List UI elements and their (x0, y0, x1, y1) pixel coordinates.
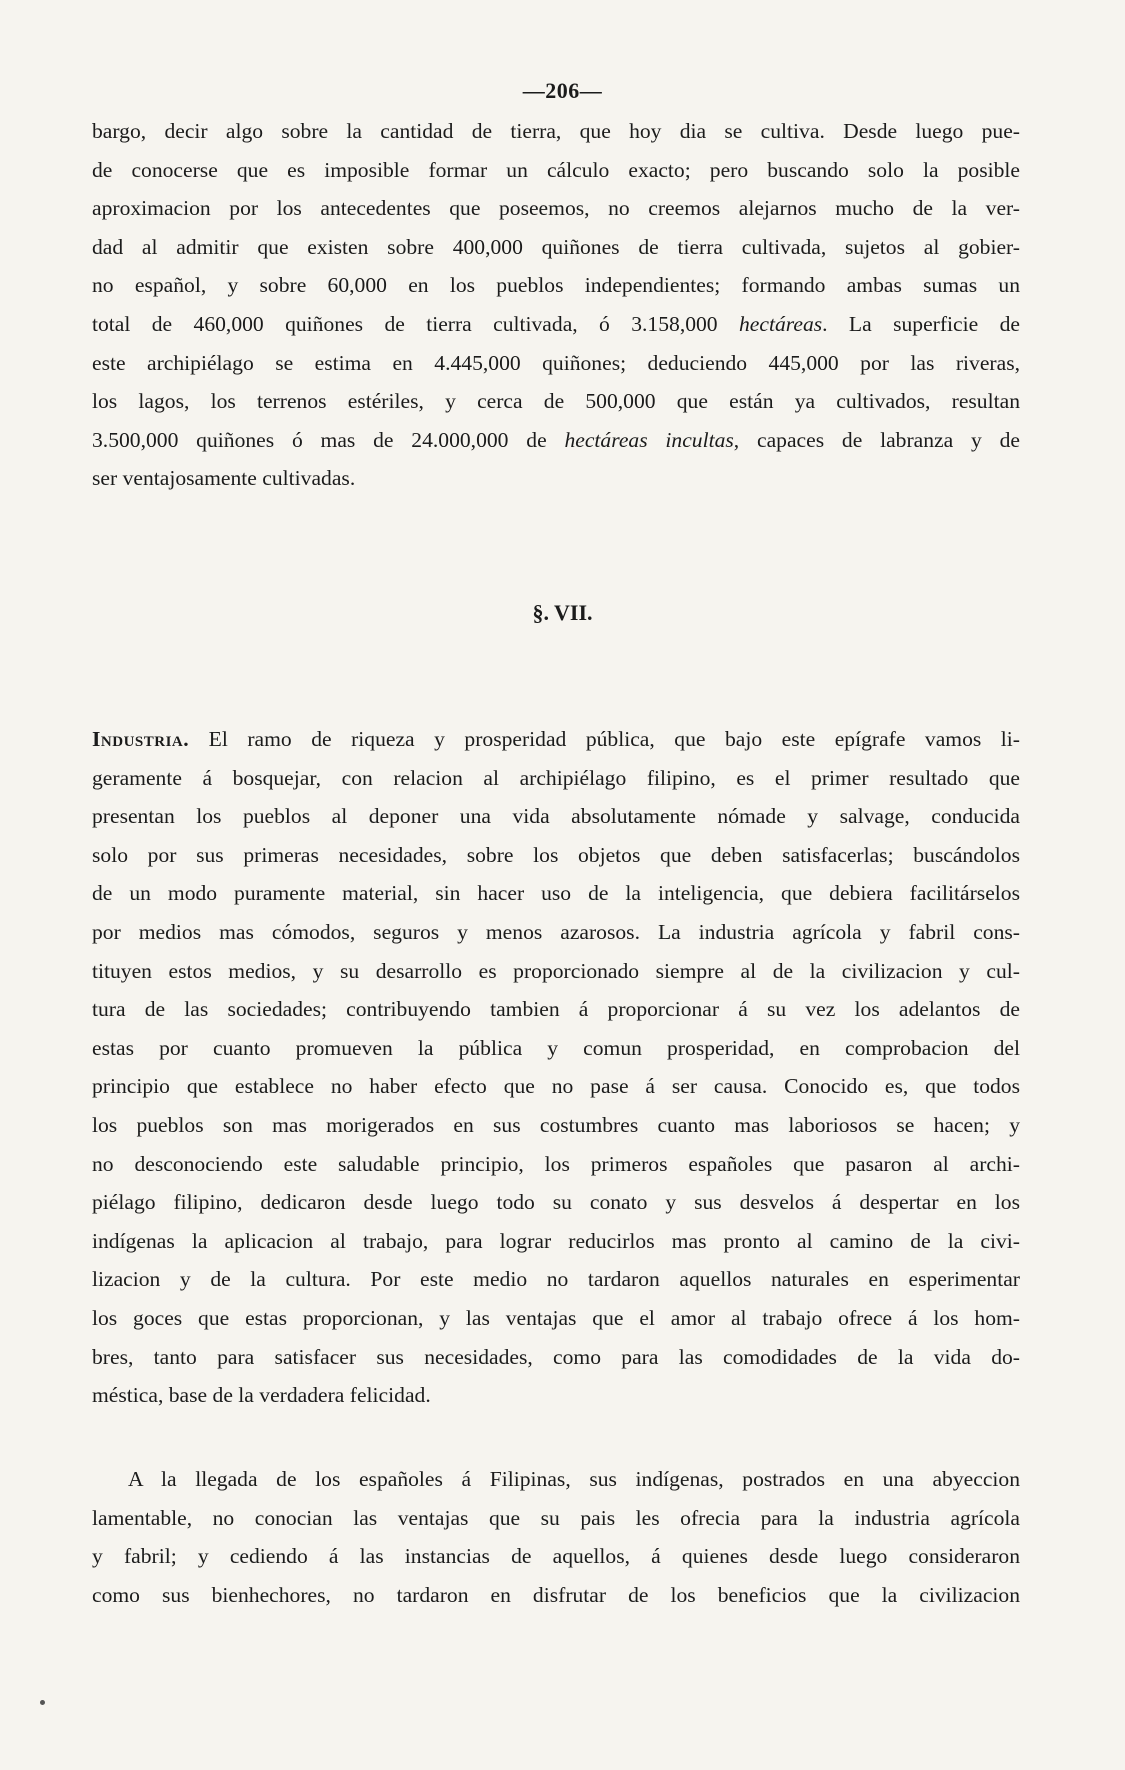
text-line: A la llegada de los españoles á Filipinas, sus indígenas, postrados en una abyeccion (128, 1467, 1020, 1491)
italic-term: hectáreas incultas (564, 427, 734, 452)
section-heading: §. VII. (532, 600, 593, 625)
text-line: y fabril; y cediendo á las instancias de aquellos, á quienes desde luego consideraron (92, 1544, 1020, 1569)
text-line: no español, y sobre 60,000 en los pueblos independientes; formando ambas sumas un (92, 273, 1020, 298)
text-line: geramente á bosquejar, con relacion al archipiélago filipino, es el primer resultado que (92, 765, 1020, 790)
text-line (92, 720, 1020, 759)
text-line: por medios mas cómodos, seguros y menos azarosos. La industria agrícola y fabril cons- (92, 919, 1020, 944)
text-line: como sus bienhechores, no tardaron en disfrutar de los beneficios que la civilizacion (92, 1582, 1020, 1607)
text-line: solo por sus primeras necesidades, sobre los objetos que deben satisfacerlas; buscándolos (92, 842, 1020, 867)
text-line: los pueblos son mas morigerados en sus costumbres cuanto mas laboriosos se hacen; y (92, 1112, 1020, 1137)
text-segment: El ramo de riqueza y prosperidad pública, que bajo este epígrafe vamos li- (189, 727, 1020, 751)
paragraph-arrival (92, 1460, 1020, 1614)
text-line: presentan los pueblos al deponer una vida absolutamente nómade y salvage, conducida (92, 804, 1020, 829)
text-line: indígenas la aplicacion al trabajo, para lograr reducirlos mas pronto al camino de la civi- (92, 1228, 1020, 1253)
text-line: piélago filipino, dedicaron desde luego todo su conato y sus desvelos á despertar en los (92, 1190, 1020, 1215)
text-line (92, 305, 1020, 344)
ink-speck (40, 1700, 45, 1705)
italic-term: hectáreas (739, 311, 823, 336)
text-line: tituyen estos medios, y su desarrollo es proporcionado siempre al de la civilizacion y cul- (92, 958, 1020, 983)
text-line: dad al admitir que existen sobre 400,000 quiñones de tierra cultivada, sujetos al gobier- (92, 234, 1020, 259)
text-line: principio que establece no haber efecto que no pase á ser causa. Conocido es, que todos (92, 1074, 1020, 1099)
text-line: estas por cuanto promueven la pública y comun prosperidad, en comprobacion del (92, 1035, 1020, 1060)
paragraph-land-cultivation (92, 112, 1020, 498)
text-segment: , capaces de labranza y de (733, 427, 1020, 452)
text-line: lizacion y de la cultura. Por este medio no tardaron aquellos naturales en esperimentar (92, 1267, 1020, 1292)
text-line: los goces que estas proporcionan, y las ventajas que el amor al trabajo ofrece á los hom- (92, 1305, 1020, 1330)
paragraph-industry (92, 720, 1020, 1415)
text-line: los lagos, los terrenos estériles, y cerca de 500,000 que están ya cultivados, resultan (92, 389, 1020, 414)
text-line: méstica, base de la verdadera felicidad. (92, 1383, 431, 1408)
text-line: tura de las sociedades; contribuyendo tambien á proporcionar á su vez los adelantos de (92, 997, 1020, 1022)
page-number: —206— (522, 78, 603, 103)
text-line: no desconociendo este saludable principio, los primeros españoles que pasaron al archi- (92, 1151, 1020, 1176)
text-line: este archipiélago se estima en 4.445,000 quiñones; deduciendo 445,000 por las riveras, (92, 350, 1020, 375)
text-line: bres, tanto para satisfacer sus necesidades, como para las comodidades de la vida do- (92, 1344, 1020, 1369)
text-segment: . La superficie de (822, 311, 1020, 336)
text-line: de un modo puramente material, sin hacer uso de la inteligencia, que debiera facilitárselos (92, 881, 1020, 906)
text-line: de conocerse que es imposible formar un cálculo exacto; pero buscando solo la posible (92, 157, 1020, 182)
text-line: aproximacion por los antecedentes que poseemos, no creemos alejarnos mucho de la ver- (92, 196, 1020, 221)
text-segment: 3.500,000 quiñones ó mas de 24.000,000 de (92, 427, 565, 452)
text-line: ser ventajosamente cultivadas. (92, 466, 356, 491)
text-line: lamentable, no conocian las ventajas que su pais les ofrecia para la industria agrícola (92, 1505, 1020, 1530)
text-line (92, 421, 1020, 460)
text-segment: total de 460,000 quiñones de tierra cultivada, ó 3.158,000 (92, 311, 739, 336)
text-line: bargo, decir algo sobre la cantidad de tierra, que hoy dia se cultiva. Desde luego pue- (92, 119, 1020, 143)
section-lead-word: Industria. (92, 727, 190, 751)
